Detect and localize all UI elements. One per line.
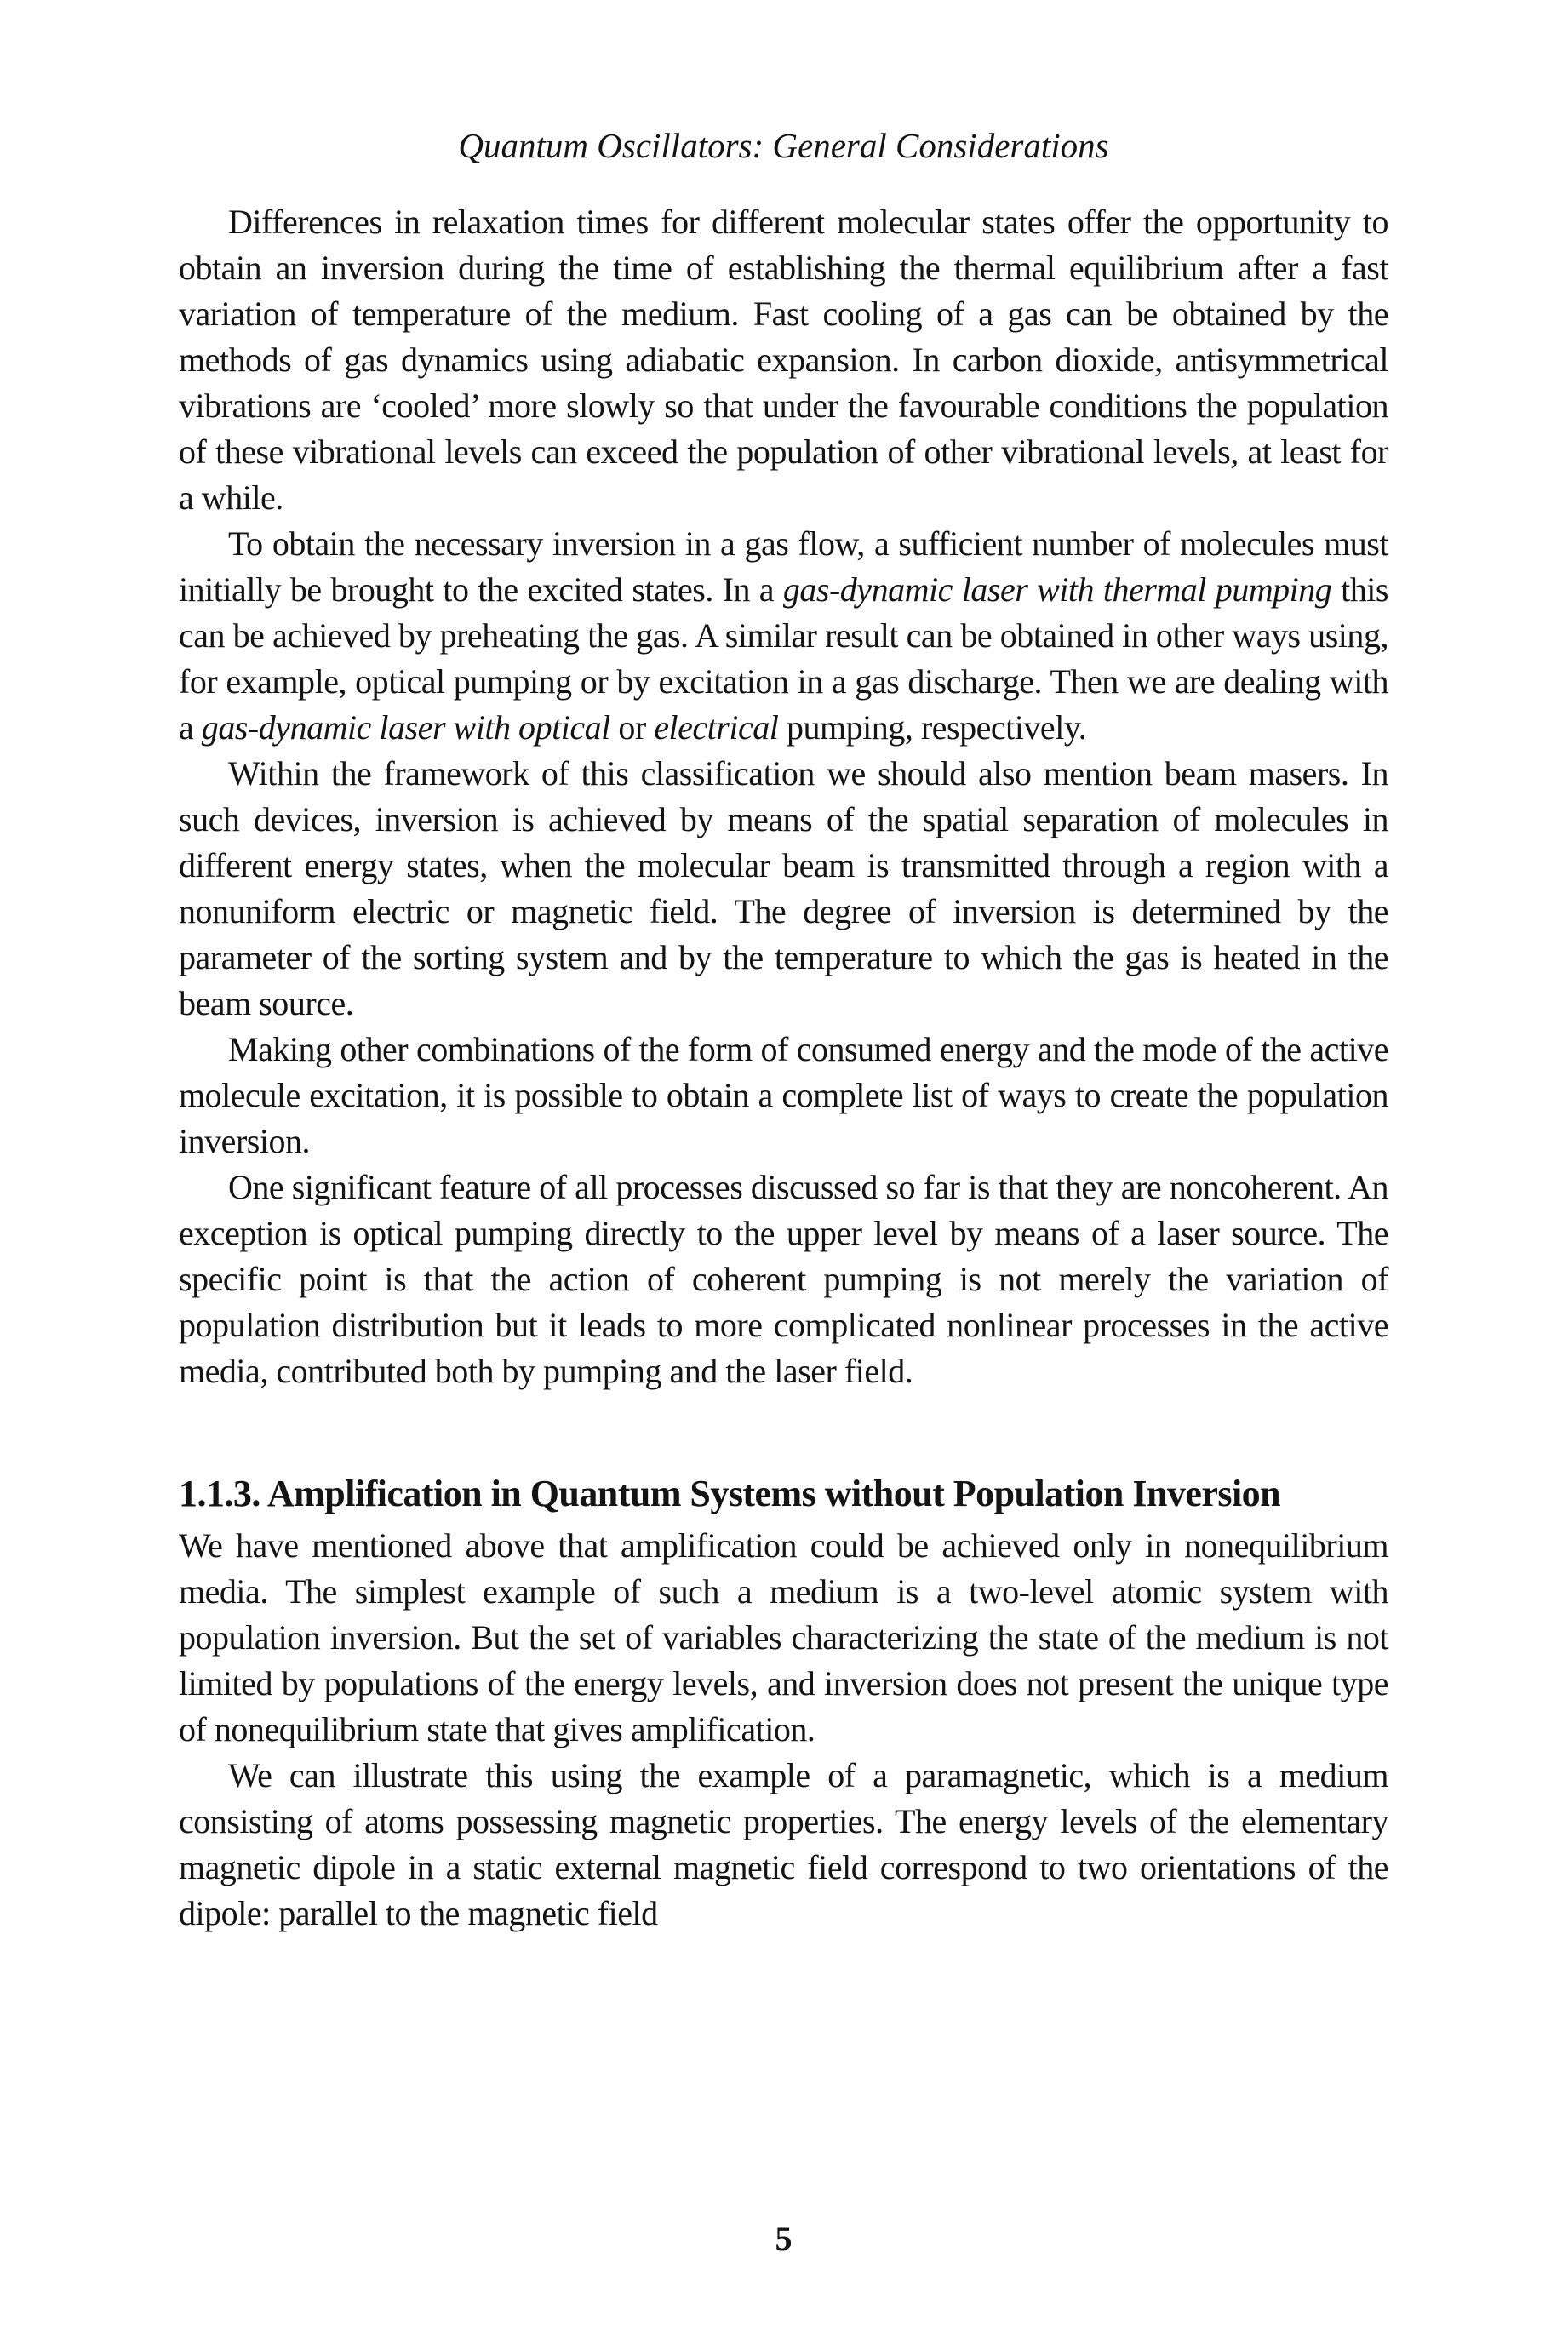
text-segment: One significant feature of all processes discussed so far is that they are noncoherent. An exception is optical pumping directly to the upper level by means of a laser source. The specific point is that the action of coherent pumping is not merely the variation of population distribution but it leads to more complicated nonlinear processes in the active media, contributed both by pumping and the laser field. [179,1168,1388,1390]
text-segment: Within the framework of this classification we should also mention beam masers. In such devices, inversion is achieved by means of the spatial separation of molecules in different energy states, when the molecular beam is transmitted through a region with a nonuniform electric or magnetic field. The degree of inversion is determined by the parameter of the sorting system and by the temperature to which the gas is heated in the beam source. [179,754,1388,1022]
paragraph [179,1165,1388,1394]
text-segment: To obtain the necessary inversion in a gas flow, a sufficient number of molecules must initially be brought to the excited states. In a [179,524,1388,609]
page-number: 5 [775,2219,793,2258]
section-heading: 1.1.3. Amplification in Quantum Systems without Population Inversion [179,1473,1281,1514]
italic-text-segment: electrical [654,708,779,747]
page-body [179,199,1388,1937]
text-segment: We have mentioned above that amplification could be achieved only in nonequilibrium media. The simplest example of such a medium is a two-level atomic system with population inversion. But the set of variables characterizing the state of the medium is not limited by populations of the energy levels, and inversion does not present the unique type of nonequilibrium state that gives amplification. [179,1526,1388,1748]
paragraph [179,199,1388,521]
italic-text-segment: gas-dynamic laser with optical [201,708,610,747]
text-segment: Making other combinations of the form of consumed energy and the mode of the active molecule excitation, it is possible to obtain a complete list of ways to create the population inversion. [179,1030,1388,1160]
text-segment: pumping, respectively. [778,708,1087,747]
paragraph [179,521,1388,751]
text-segment: We can illustrate this using the example of a paramagnetic, which is a medium consisting of atoms possessing magnetic properties. The energy levels of the elementary magnetic dipole in a static external magnetic field correspond to two orientations of the dipole: parallel to the magnetic field [179,1756,1388,1932]
text-segment: or [609,708,655,747]
paragraph [179,751,1388,1027]
italic-text-segment: gas-dynamic laser with thermal pumping [782,570,1332,609]
text-segment: this can be achieved by preheating the gas. A similar result can be obtained in other ways using, for example, optical pumping or by excitation in a gas discharge. Then we are dealing with a [179,570,1388,747]
paragraph [179,1027,1388,1165]
paragraph [179,1523,1388,1753]
running-head: Quantum Oscillators: General Considerations [458,126,1109,165]
text-segment: Differences in relaxation times for different molecular states offer the opportunity to obtain an inversion during the time of establishing the thermal equilibrium after a fast variation of temperature of the medium. Fast cooling of a gas can be obtained by the methods of gas dynamics using adiabatic expansion. In carbon dioxide, antisymmetrical vibrations are ‘cooled’ more slowly so that under the favourable conditions the population of these vibrational levels can exceed the population of other vibrational levels, at least for a while. [179,203,1388,517]
paragraph [179,1753,1388,1937]
